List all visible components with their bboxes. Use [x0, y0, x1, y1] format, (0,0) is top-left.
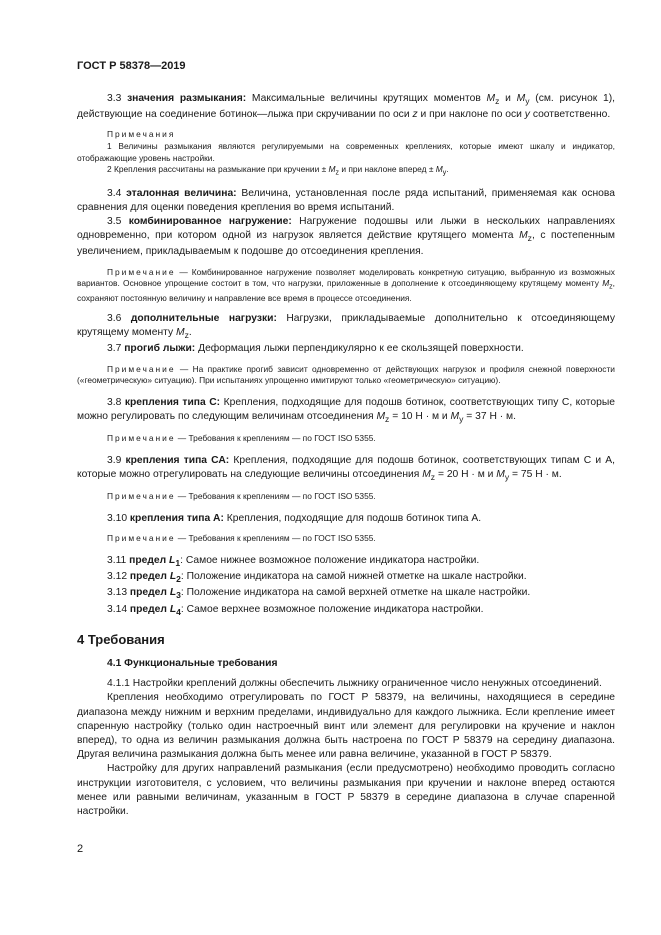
definition-3-4: [77, 187, 615, 215]
definition-3-14: [77, 603, 615, 619]
subscript: 3: [176, 590, 181, 601]
definition-3-8: [77, 396, 615, 426]
paragraph-4-1-1: 4.1.1 Настройки креплений должны обеспечить лыжнику ограниченное число ненужных отсоединений.: [107, 678, 602, 690]
document-body: [77, 92, 615, 819]
term: предел: [129, 571, 170, 582]
subscript: y: [504, 472, 510, 483]
subscript: y: [525, 96, 530, 107]
clause-number: 3.11: [107, 554, 130, 566]
definition-text: Деформация лыжи перпендикулярно к ее скользящей поверхности.: [195, 343, 524, 355]
symbol-m: M: [175, 327, 185, 339]
definition-3-6: [77, 312, 615, 342]
term: предел: [129, 603, 170, 615]
symbol-m: M: [328, 164, 336, 175]
symbol-l: L: [169, 554, 176, 566]
subscript: 1: [175, 557, 181, 568]
clause-number: 3.13: [107, 587, 130, 599]
term: значения размыкания:: [127, 93, 247, 104]
clause-number: 3.14: [107, 603, 130, 615]
definition-text: = 20 Н · м и: [435, 469, 497, 481]
definition-text: Нагружение подошвы или лыжи в нескольких направлениях одновременно, при котором одной из нагрузок является действие крутящего момента: [77, 215, 616, 242]
document-header: ГОСТ Р 58378—2019: [77, 60, 186, 72]
note-3-10: [77, 533, 615, 545]
definition-3-10: [77, 512, 615, 526]
clause-number: 3.5: [107, 215, 129, 227]
definition-text: : Самое верхнее возможное положение индикатора настройки.: [180, 603, 484, 615]
subscript: z: [335, 169, 340, 177]
clause-number: 3.7: [107, 343, 125, 355]
note-1: 1 Величины размыкания являются регулируемыми на современных креплениях, которые имеют шкалу и индикатор, отображающие уровень настройки.: [77, 141, 615, 163]
symbol-m: M: [519, 230, 528, 242]
page-number: 2: [77, 843, 84, 855]
definition-text: Величина, установленная после ряда испытаний, применяемая как основа сравнения для оценки поведения крепления во время испытаний.: [77, 187, 615, 213]
clause-number: 3.12: [107, 571, 130, 582]
note-3-8: [77, 433, 615, 445]
definition-text: .: [188, 327, 192, 339]
definition-text: Крепления, подходящие для подошв ботинок, соответствующих типу С, которые можно регулировать по следующим величинам отсоединения: [77, 396, 615, 423]
clause-number: 3.4: [107, 187, 127, 199]
symbol-m: M: [486, 93, 496, 104]
notes-heading: Примечания: [107, 129, 176, 140]
paragraph-settings: Крепления необходимо отрегулировать по ГОСТ Р 58379, на величины, находящиеся в середине диапазона между нижним и верхним пределами, индивидуально для каждого лыжника. Если крепление имеет спаренную настройку (только один настроечный винт или элемент для регулировки на кручение и наклон вперед), то одна из величин размыкания должна быть настроена по ГОСТ Р 58379 на середину диапазона. Другая величина размыкания должна быть менее или равна величине, указанной в ГОСТ Р 58379.: [77, 692, 615, 761]
definition-text: соответственно.: [529, 109, 611, 121]
subscript: z: [184, 330, 189, 341]
note-3-5: [77, 267, 615, 305]
symbol-l: L: [169, 603, 177, 615]
definition-text: Крепления, подходящие для подошв ботинок типа А.: [223, 512, 482, 524]
clause-number: 3.8: [107, 396, 125, 408]
symbol-l: L: [169, 571, 177, 582]
symbol-l: L: [169, 587, 177, 599]
subscript: 2: [176, 574, 181, 585]
definition-3-9: [77, 454, 615, 484]
subscript: z: [527, 233, 532, 244]
definition-3-13: [77, 586, 615, 602]
definition-text: (см. рисунок 1), действующие на соединение ботинок—лыжа при скручивании по оси: [77, 93, 615, 121]
definition-text: и: [499, 93, 517, 104]
definition-text: Максимальные величины крутящих моментов: [246, 93, 487, 104]
definition-text: = 75 Н · м.: [509, 469, 562, 481]
definition-text: : Положение индикатора на самой верхней отметке на шкале настройки.: [180, 587, 531, 599]
note-label: Примечание: [107, 363, 176, 374]
note-text: , сохраняют постоянную величину и направление все время в процессе отсоединения.: [77, 278, 615, 304]
note-label: Примечание: [107, 533, 176, 544]
subscript: z: [385, 414, 390, 425]
section-heading: 4 Требования: [77, 631, 165, 647]
symbol-m: M: [435, 164, 443, 175]
note-text: .: [446, 164, 449, 175]
definition-3-5: [77, 215, 615, 260]
note-text: — Требования к креплениям — по ГОСТ ISO 5355.: [175, 533, 376, 544]
symbol-m: M: [450, 411, 460, 423]
term: комбинированное нагружение:: [128, 215, 292, 227]
note-text: 2 Крепления рассчитаны на размыкание при кручении ±: [107, 164, 329, 175]
subscript: 4: [176, 606, 181, 617]
note-3-9: [77, 491, 615, 503]
definition-3-7: [77, 342, 615, 356]
definition-3-12: [77, 570, 615, 586]
clause-number: 3.9: [107, 454, 126, 466]
note-text: — Требования к креплениям — по ГОСТ ISO 5355.: [175, 491, 376, 502]
note-3-7: [77, 364, 615, 387]
axis-symbol: y: [524, 109, 530, 121]
subscript: z: [430, 472, 436, 483]
note-label: Примечание: [107, 433, 176, 444]
symbol-m: M: [516, 93, 526, 104]
note-2: [77, 164, 615, 179]
term: предел: [129, 587, 170, 599]
note-text: — Требования к креплениям — по ГОСТ ISO 5355.: [175, 433, 376, 444]
definition-text: : Положение индикатора на самой нижней отметке на шкале настройки.: [180, 571, 527, 582]
note-text: и при наклоне вперед ±: [339, 164, 436, 175]
definition-text: Крепления, подходящие для подошв ботинок, соответствующих типам С и А, которые можно отрегулировать на следующие величины отсоединения: [77, 454, 615, 481]
definition-text: Нагрузки, прикладываемые дополнительно к отсоединяющему крутящему моменту: [77, 313, 615, 339]
term: дополнительные нагрузки:: [130, 313, 277, 325]
note-label: Примечание: [107, 491, 176, 502]
symbol-m: M: [602, 278, 610, 289]
term: эталонная величина:: [126, 187, 237, 199]
subsection-heading: 4.1 Функциональные требования: [107, 657, 278, 669]
definition-text: , с постепенным увеличением, прикладываемым к подошве до отсоединения крепления.: [77, 230, 615, 258]
definition-text: = 10 Н · м и: [389, 411, 451, 423]
symbol-m: M: [376, 411, 386, 423]
term: прогиб лыжи:: [124, 343, 196, 355]
term: предел: [129, 554, 170, 566]
term: крепления типа С:: [124, 396, 221, 408]
axis-symbol: z: [412, 109, 418, 121]
term: крепления типа А:: [129, 512, 224, 524]
clause-number: 3.10: [107, 512, 130, 524]
symbol-m: M: [496, 469, 505, 481]
subscript: y: [442, 169, 447, 177]
clause-number: 3.6: [107, 313, 131, 325]
note-text: — Комбинированное нагружение позволяет моделировать конкретную ситуацию, выбранную из возможных вариантов. Основное упрощение состоит в том, что нагрузки, приложенные в дополнение к отсоединяющему крутящему моменту: [77, 266, 615, 289]
subscript: z: [609, 283, 613, 291]
clause-number: 3.3: [107, 93, 128, 104]
subscript: z: [495, 96, 500, 107]
definition-text: : Самое нижнее возможное положение индикатора настройки.: [180, 554, 480, 566]
definition-text: и при наклоне по оси: [417, 109, 525, 121]
subscript: y: [459, 414, 464, 425]
paragraph-other-directions: Настройку для других направлений размыкания (если предусмотрено) необходимо проводить согласно инструкции изготовителя, с условием, что величины размыкания при кручении и наклоне вперед остаются менее или равными величинам, указанным в ГОСТ Р 58379 в середине диапазона в случае спаренной настройки.: [77, 763, 615, 817]
definition-text: = 37 Н · м.: [463, 411, 516, 423]
definition-3-11: [77, 554, 615, 570]
symbol-m: M: [422, 469, 431, 481]
limits-list: [77, 554, 615, 619]
term: крепления типа СА:: [125, 454, 230, 466]
note-text: — На практике прогиб зависит одновременно от действующих нагрузок и профиля снежной поверхности («геометрическую» ситуацию). При испытаниях упрощенно имитируют только «геометрическую» ситуацию).: [77, 363, 615, 386]
definition-3-3: [77, 92, 615, 122]
note-label: Примечание: [107, 266, 176, 277]
